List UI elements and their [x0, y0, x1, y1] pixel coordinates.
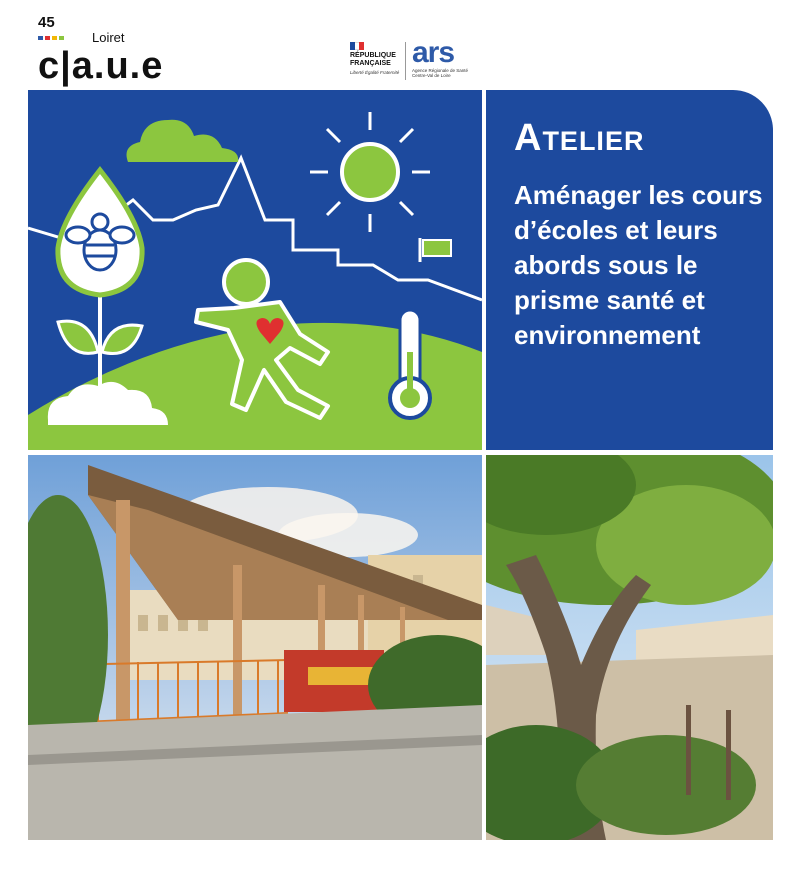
rf-motto: Liberté Égalité Fraternité [350, 70, 400, 75]
cloud-icon [127, 120, 239, 162]
health-environment-illustration [28, 90, 482, 450]
ars-logo [412, 38, 482, 84]
panel-title: Aménager les cours d’écoles et leurs abords sous le prisme santé et environnement [514, 180, 763, 350]
ars-subtitle: Agence Régionale de Santé Centre-Val de Loire [412, 68, 469, 78]
title-panel [486, 90, 773, 450]
logo-divider [405, 42, 406, 80]
republique-francaise-logo [350, 42, 405, 88]
panel-kicker: Atelier [514, 117, 645, 159]
french-flag-icon [350, 42, 364, 50]
caue-color-dots [38, 36, 64, 40]
caue-logo [38, 14, 188, 86]
schoolyard-tree-photo [486, 455, 773, 840]
flag-icon [420, 238, 451, 262]
sun-icon [310, 112, 430, 232]
caue-number: 45 [38, 14, 55, 31]
bee-drop-icon [58, 170, 142, 295]
school-entrance-canopy-photo [28, 455, 482, 840]
caue-wordmark: c|a.u.e [38, 45, 164, 87]
illustration-svg [28, 90, 482, 450]
rf-name-line2: FRANÇAISE [350, 60, 391, 67]
ars-wordmark: ars [412, 36, 455, 69]
caue-department: Loiret [92, 30, 125, 45]
rf-name-line1: RÉPUBLIQUE [350, 52, 396, 59]
